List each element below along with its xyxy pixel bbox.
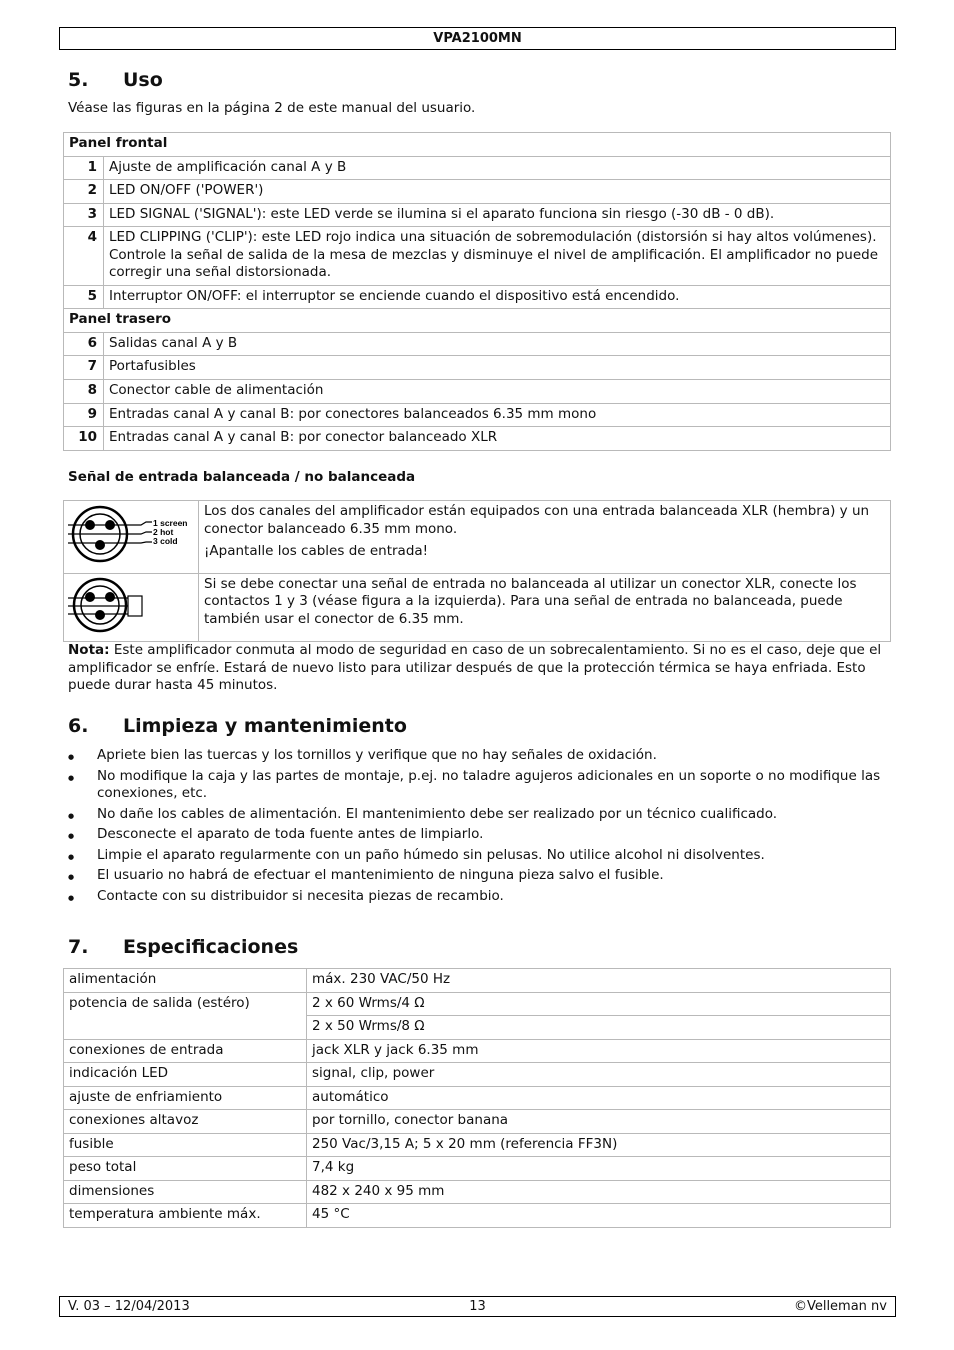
pin-1-label: 1 screen xyxy=(153,518,188,528)
balanced-diagram-cell xyxy=(64,501,199,574)
spec-value: 2 x 50 Wrms/8 Ω xyxy=(307,1016,891,1040)
list-item: ● El usuario no habrá de efectuar el mantenimiento de ninguna pieza salvo el fusible. xyxy=(68,867,888,885)
unbalanced-description: Si se debe conectar una señal de entrada no balanceada al utilizar un conector XLR, conecte los contactos 1 y 3 (véase figura a la izquierda). Para una señal de entrada no balanceada, puede también usar el conector de 6.35 mm. xyxy=(199,573,891,642)
section-5-title xyxy=(68,68,163,93)
balanced-warning: ¡Apantalle los cables de entrada! xyxy=(204,543,429,560)
unbalanced-diagram-cell xyxy=(64,573,199,642)
balanced-text: Los dos canales del amplificador están equipados con una entrada balanceada XLR (hembra) y un conector balanceado 6.35 mm mono. xyxy=(204,503,870,537)
footer-brand: ©Velleman nv xyxy=(793,1299,887,1314)
table-row xyxy=(64,992,891,1016)
table-row xyxy=(64,403,891,427)
table-header-row xyxy=(64,133,891,157)
list-item: ● Apriete bien las tuercas y los tornillos y verifique que no hay señales de oxidación. xyxy=(68,747,888,765)
table-row xyxy=(64,180,891,204)
spec-value: por tornillo, conector banana xyxy=(307,1110,891,1134)
note-label: Nota: xyxy=(68,642,110,658)
panel-front-header: Panel frontal xyxy=(64,133,891,157)
row-number: 2 xyxy=(64,180,104,204)
note-text: Este amplificador conmuta al modo de seguridad en caso de un sobrecalentamiento. Si no es el caso, deje que el amplificador se enfríe. Estará de nuevo listo para utilizar después de que la protección térmica se haya enfriada. Esto puede durar hasta 45 minutos. xyxy=(68,642,882,694)
balanced-description xyxy=(199,501,891,574)
table-row xyxy=(64,285,891,309)
table-row xyxy=(64,1133,891,1157)
spec-key: alimentación xyxy=(64,969,307,993)
row-number: 5 xyxy=(64,285,104,309)
row-number: 7 xyxy=(64,356,104,380)
section-heading: Uso xyxy=(123,69,163,91)
section-7-title xyxy=(68,935,298,960)
pin-3-label: 3 cold xyxy=(153,536,178,546)
row-number: 8 xyxy=(64,380,104,404)
page-footer xyxy=(59,1296,896,1317)
spec-value: máx. 230 VAC/50 Hz xyxy=(307,969,891,993)
table-row xyxy=(64,227,891,286)
spec-value: signal, clip, power xyxy=(307,1063,891,1087)
section-5-intro: Véase las figuras en la página 2 de este manual del usuario. xyxy=(68,100,476,116)
spec-key: conexiones de entrada xyxy=(64,1039,307,1063)
table-row xyxy=(64,969,891,993)
maintenance-list xyxy=(68,747,888,908)
spec-key: ajuste de enfriamiento xyxy=(64,1086,307,1110)
page-number: 13 xyxy=(469,1299,486,1314)
section-heading: Limpieza y mantenimiento xyxy=(123,715,407,737)
note-paragraph xyxy=(68,642,888,695)
spec-key: potencia de salida (estéro) xyxy=(64,992,307,1039)
spec-value: jack XLR y jack 6.35 mm xyxy=(307,1039,891,1063)
list-item: ● No dañe los cables de alimentación. El mantenimiento debe ser realizado por un técnico cualificado. xyxy=(68,806,888,824)
list-item: ● Desconecte el aparato de toda fuente antes de limpiarlo. xyxy=(68,826,888,844)
table-row xyxy=(64,1086,891,1110)
page-header xyxy=(59,27,896,50)
spec-value: 250 Vac/3,15 A; 5 x 20 mm (referencia FF3N) xyxy=(307,1133,891,1157)
row-text: Conector cable de alimentación xyxy=(104,380,891,404)
pin-2-label: 2 hot xyxy=(153,527,174,537)
section-6-title xyxy=(68,714,407,739)
row-text: LED SIGNAL ('SIGNAL'): este LED verde se ilumina si el aparato funciona sin riesgo (-30 dB - 0 dB). xyxy=(104,203,891,227)
row-number: 10 xyxy=(64,427,104,451)
spec-value: 482 x 240 x 95 mm xyxy=(307,1180,891,1204)
section-heading: Especificaciones xyxy=(123,936,299,958)
row-text: Salidas canal A y B xyxy=(104,332,891,356)
list-item: ● No modifique la caja y las partes de montaje, p.ej. no taladre agujeros adicionales en un soporte o no modifique las conexiones, etc. xyxy=(68,768,888,803)
table-row xyxy=(64,356,891,380)
table-row xyxy=(64,501,891,574)
table-row xyxy=(64,1157,891,1181)
table-row xyxy=(64,573,891,642)
table-row xyxy=(64,1063,891,1087)
row-text: Entradas canal A y canal B: por conectores balanceados 6.35 mm mono xyxy=(104,403,891,427)
table-row xyxy=(64,380,891,404)
row-number: 4 xyxy=(64,227,104,286)
row-number: 3 xyxy=(64,203,104,227)
spec-key: indicación LED xyxy=(64,1063,307,1087)
specifications-table xyxy=(63,968,891,1228)
table-row xyxy=(64,332,891,356)
table-row xyxy=(64,1180,891,1204)
table-row xyxy=(64,1110,891,1134)
spec-key: dimensiones xyxy=(64,1180,307,1204)
row-text: LED ON/OFF ('POWER') xyxy=(104,180,891,204)
section-number: 5. xyxy=(68,69,89,91)
model-name: VPA2100MN xyxy=(433,31,522,46)
table-row xyxy=(64,427,891,451)
row-text: Interruptor ON/OFF: el interruptor se enciende cuando el dispositivo está encendido. xyxy=(104,285,891,309)
section-number: 6. xyxy=(68,715,89,737)
signal-table xyxy=(63,500,891,642)
spec-value: 45 °C xyxy=(307,1204,891,1228)
footer-version: V. 03 – 12/04/2013 xyxy=(68,1299,190,1314)
row-number: 1 xyxy=(64,156,104,180)
table-row xyxy=(64,1039,891,1063)
row-text: Portafusibles xyxy=(104,356,891,380)
spec-value: 7,4 kg xyxy=(307,1157,891,1181)
xlr-balanced-diagram xyxy=(66,503,196,565)
signal-subheading: Señal de entrada balanceada / no balanceada xyxy=(68,469,416,485)
table-row xyxy=(64,203,891,227)
panel-rear-header: Panel trasero xyxy=(64,309,891,333)
spec-key: conexiones altavoz xyxy=(64,1110,307,1134)
panel-table xyxy=(63,132,891,451)
section-number: 7. xyxy=(68,936,89,958)
spec-key: fusible xyxy=(64,1133,307,1157)
table-row xyxy=(64,156,891,180)
list-item: ● Contacte con su distribuidor si necesita piezas de recambio. xyxy=(68,888,888,906)
spec-value: 2 x 60 Wrms/4 Ω xyxy=(307,992,891,1016)
row-number: 6 xyxy=(64,332,104,356)
row-text: LED CLIPPING ('CLIP'): este LED rojo indica una situación de sobremodulación (distorsión si hay altos volúmenes). Controle la señal de salida de la mesa de mezclas y disminuye el nivel de amplificación. El amplificador no puede corregir una señal distorsionada. xyxy=(104,227,891,286)
row-number: 9 xyxy=(64,403,104,427)
xlr-unbalanced-diagram xyxy=(66,576,196,634)
spec-value: automático xyxy=(307,1086,891,1110)
table-header-row xyxy=(64,309,891,333)
row-text: Ajuste de amplificación canal A y B xyxy=(104,156,891,180)
spec-key: peso total xyxy=(64,1157,307,1181)
row-text: Entradas canal A y canal B: por conector balanceado XLR xyxy=(104,427,891,451)
list-item: ● Limpie el aparato regularmente con un paño húmedo sin pelusas. No utilice alcohol ni disolventes. xyxy=(68,847,888,865)
spec-key: temperatura ambiente máx. xyxy=(64,1204,307,1228)
table-row xyxy=(64,1204,891,1228)
